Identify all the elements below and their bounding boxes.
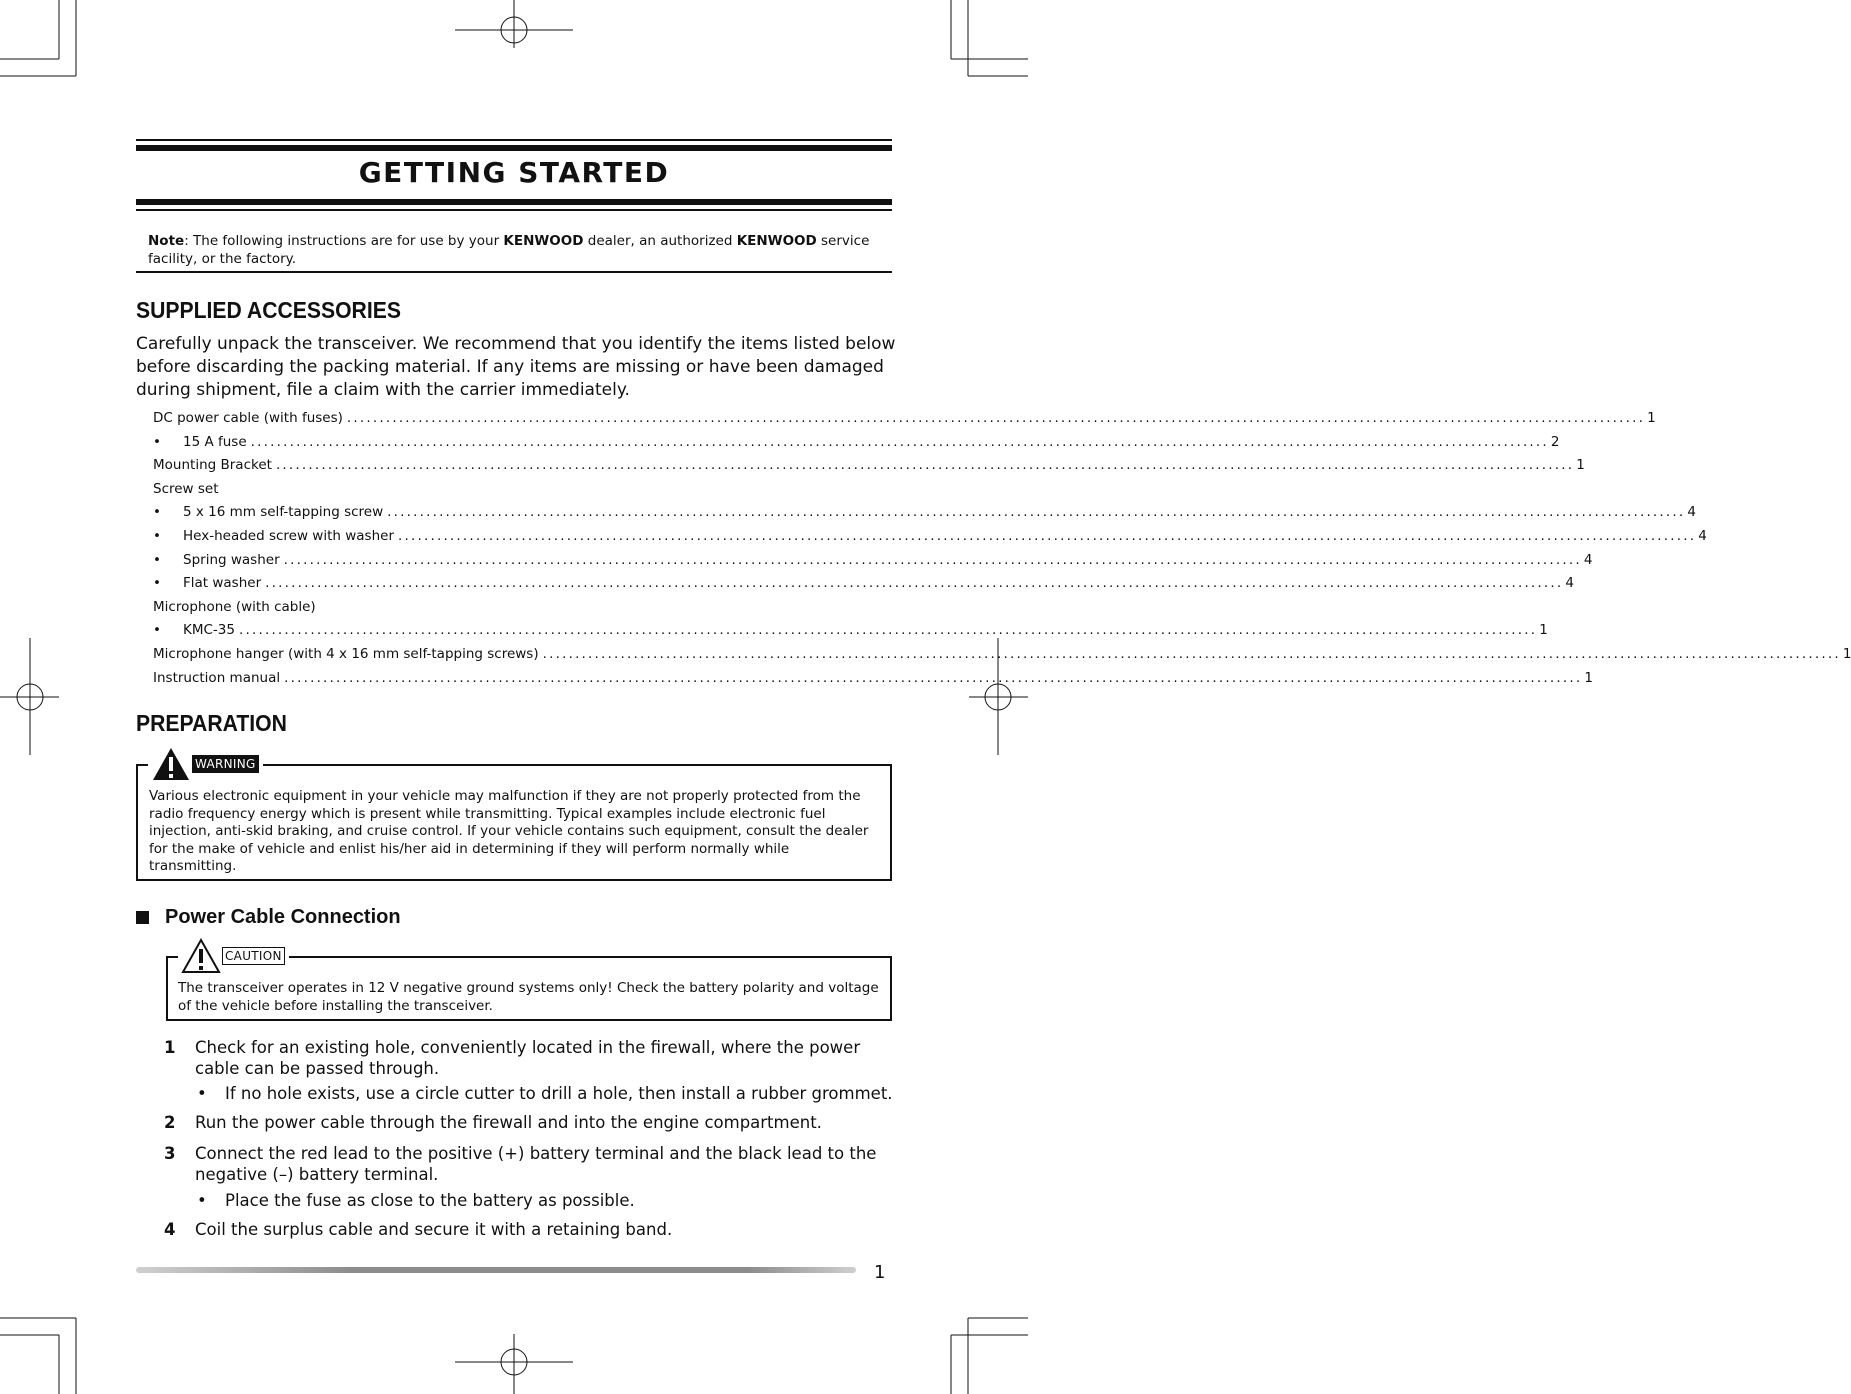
dealer-note	[148, 232, 888, 268]
bullet-glyph: •	[153, 575, 161, 592]
warning-text: Various electronic equipment in your vehicle may malfunction if they are not properly protected from the radio frequency energy which is present while transmitting. Typical examples include electronic fuel injection, anti-skid braking, and cruise control. If your vehicle contains such equipment, consult the dealer for the make of vehicle and enlist his/her aid in determining if they will perform normally while transmitting.	[149, 788, 869, 874]
accessory-quantity: 2	[1550, 433, 1560, 450]
accessory-row	[153, 597, 872, 617]
leader-dots: ........................................................................................................................................................................................................	[346, 410, 1646, 426]
accessory-row	[153, 573, 1574, 593]
accessory-name: 15 A fuse	[183, 433, 247, 450]
sub-bullet-text: Place the fuse as close to the battery as possible.	[225, 1191, 635, 1210]
accessory-quantity: 1	[1539, 622, 1548, 639]
note-text-1: : The following instructions are for use by your	[184, 233, 504, 249]
leader-dots: ........................................................................................................................................................................................................	[275, 457, 1575, 474]
accessory-name: Mounting Bracket	[153, 457, 272, 474]
accessory-quantity: 1	[1576, 457, 1585, 474]
step-item	[164, 1219, 894, 1240]
leader-dots: ........................................................................................................................................................................................................	[542, 646, 1841, 662]
warning-badge	[148, 745, 263, 783]
accessory-row	[153, 526, 1707, 546]
accessory-row	[153, 644, 1851, 664]
page-title: GETTING STARTED	[358, 156, 670, 189]
leader-dots: ........................................................................................................................................................................................................	[283, 551, 1582, 568]
section-heading-preparation: PREPARATION	[136, 710, 287, 736]
bullet-glyph: •	[153, 504, 161, 521]
accessory-quantity: 1	[1584, 669, 1593, 686]
accessory-name: Hex-headed screw with washer	[183, 528, 394, 544]
leader-dots: ........................................................................................................................................................................................................	[398, 528, 1697, 544]
step-number: 4	[164, 1220, 176, 1239]
accessory-row	[153, 432, 1560, 452]
accessory-quantity: 4	[1565, 575, 1574, 592]
accessory-row	[153, 408, 1656, 428]
accessory-name: Instruction manual	[153, 669, 281, 686]
caution-text: The transceiver operates in 12 V negative ground systems only! Check the battery polarity and voltage of the vehicle before installing the transceiver.	[178, 980, 879, 1014]
step-item	[164, 1143, 894, 1185]
note-rule	[136, 271, 892, 273]
brand-name: KENWOOD	[736, 233, 817, 249]
accessory-quantity: 4	[1687, 504, 1696, 521]
accessory-row	[153, 668, 1593, 688]
accessory-name: DC power cable (with fuses)	[153, 410, 343, 426]
leader-dots: ........................................................................................................................................................................................................	[250, 433, 1549, 450]
sub-bullet-item	[197, 1083, 897, 1104]
footer-bar	[136, 1267, 856, 1273]
caution-label: CAUTION	[222, 947, 285, 965]
accessory-name: Screw set	[153, 480, 219, 497]
accessory-name: Spring washer	[183, 551, 280, 568]
warning-triangle-icon	[152, 747, 190, 781]
title-rule-thick-top	[136, 145, 892, 151]
step-text: Connect the red lead to the positive (+) battery terminal and the black lead to the negative (–) battery terminal.	[195, 1144, 877, 1184]
step-text: Coil the surplus cable and secure it with a retaining band.	[195, 1220, 673, 1239]
bullet-glyph: •	[153, 551, 161, 568]
bullet-glyph: •	[153, 622, 161, 639]
accessory-quantity: 1	[1842, 646, 1851, 662]
step-item	[164, 1037, 894, 1079]
accessory-name: Flat washer	[183, 575, 262, 592]
accessory-quantity: 1	[1647, 410, 1656, 426]
bullet-glyph: •	[153, 528, 161, 544]
square-bullet-icon	[136, 911, 149, 924]
accessories-intro: Carefully unpack the transceiver. We recommend that you identify the items listed below before discarding the packing material. If any items are missing or have been damaged during shipment, file a claim with the carrier immediately.	[136, 334, 896, 400]
bullet-glyph: •	[197, 1191, 207, 1210]
step-number: 3	[164, 1144, 176, 1163]
accessory-row	[153, 550, 1593, 570]
warning-label: WARNING	[192, 755, 259, 773]
title-rule-thin-bottom	[136, 209, 892, 211]
accessory-row	[153, 455, 1585, 475]
accessory-name: KMC-35	[183, 622, 235, 639]
page-number: 1	[874, 1262, 886, 1283]
bullet-glyph: •	[153, 433, 161, 450]
note-label: Note	[148, 233, 185, 249]
accessory-name: Microphone (with cable)	[153, 598, 316, 615]
sub-bullet-item	[197, 1190, 897, 1211]
sub-bullet-text: If no hole exists, use a circle cutter to drill a hole, then install a rubber grommet.	[225, 1084, 893, 1103]
note-text-2: dealer, an authorized	[583, 233, 737, 249]
step-number: 2	[164, 1113, 176, 1132]
accessory-name: 5 x 16 mm self-tapping screw	[183, 504, 384, 521]
accessory-row	[153, 479, 872, 499]
accessory-quantity: 4	[1698, 528, 1707, 544]
leader-dots: ........................................................................................................................................................................................................	[387, 504, 1686, 521]
leader-dots: ........................................................................................................................................................................................................	[284, 669, 1583, 686]
caution-triangle-icon	[182, 939, 220, 973]
subsection-heading-power-cable	[136, 906, 401, 929]
step-text: Check for an existing hole, conveniently located in the firewall, where the power cable can be passed through.	[195, 1038, 861, 1078]
accessory-quantity: 4	[1583, 551, 1593, 568]
caution-badge	[178, 937, 289, 975]
bullet-glyph: •	[197, 1084, 207, 1103]
accessory-row	[153, 620, 1548, 640]
title-rule-thin-top	[136, 139, 892, 141]
brand-name: KENWOOD	[503, 233, 584, 249]
power-cable-heading-text: Power Cable Connection	[165, 906, 401, 928]
section-heading-accessories: SUPPLIED ACCESSORIES	[136, 297, 401, 323]
step-text: Run the power cable through the firewall and into the engine compartment.	[195, 1113, 822, 1132]
leader-dots: ........................................................................................................................................................................................................	[238, 622, 1538, 639]
title-rule-thick-bottom	[136, 199, 892, 205]
step-item	[164, 1112, 894, 1133]
accessory-name: Microphone hanger (with 4 x 16 mm self-tapping screws)	[153, 646, 539, 662]
accessory-row	[153, 502, 1696, 522]
step-number: 1	[164, 1038, 176, 1057]
leader-dots: ........................................................................................................................................................................................................	[265, 575, 1564, 592]
note-text-3: service facility, or the factory.	[148, 233, 870, 267]
